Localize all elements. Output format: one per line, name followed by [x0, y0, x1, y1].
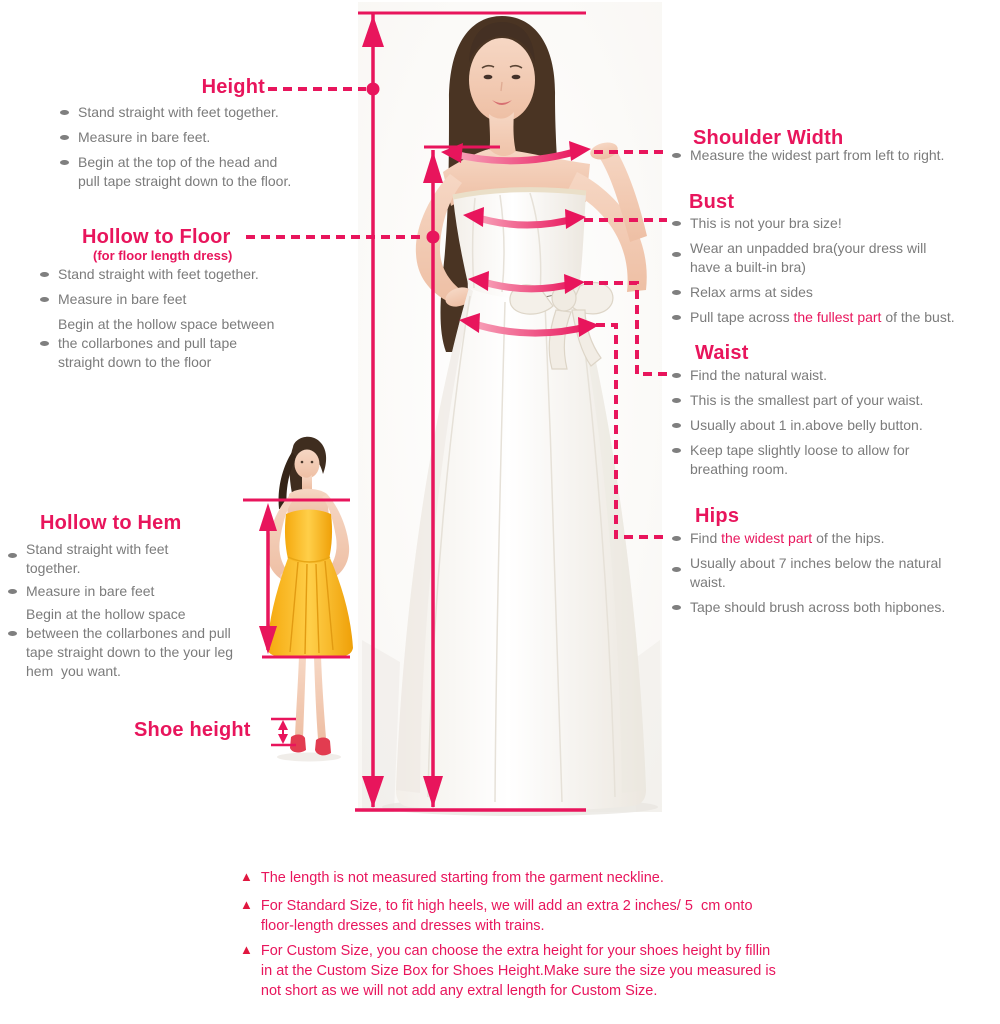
list-item: Begin at the hollow space between the collarbones and pull tape straight down to the floor [40, 315, 330, 372]
hollow-to-floor-subtitle: (for floor length dress) [93, 248, 233, 263]
bullet-dot-icon [60, 135, 69, 140]
note-length-neckline: ▲ The length is not measured starting from the garment neckline. [240, 869, 664, 886]
hollow-arrow-up [423, 151, 443, 183]
list-item: Begin at the hollow space between the collarbones and pull tape straight down to the your leg hem you want. [8, 605, 258, 681]
height-bullets [60, 103, 350, 197]
height-arrow-down [362, 776, 384, 808]
shoe-arrow-up [278, 720, 288, 730]
warning-triangle-icon: ▲ [240, 897, 253, 912]
bullet-dot-icon [8, 553, 17, 558]
hips-title: Hips [695, 505, 740, 527]
bullet-dot-icon [40, 297, 49, 302]
warning-triangle-icon: ▲ [240, 942, 253, 957]
bullet-dot-icon [672, 423, 681, 428]
hips-bullets [672, 529, 994, 623]
bullet-dot-icon [672, 398, 681, 403]
bullet-dot-icon [672, 567, 681, 572]
hem-arrow-down [259, 626, 277, 654]
hollow-arrow-down [423, 776, 443, 808]
list-item: This is not your bra size! [672, 214, 994, 233]
hem-arrow-up [259, 503, 277, 531]
bullet-dot-icon [8, 589, 17, 594]
bust-arrow [472, 216, 577, 225]
bullet-dot-icon [672, 373, 681, 378]
list-item: Tape should brush across both hipbones. [672, 598, 994, 617]
bullet-dot-icon [672, 153, 681, 158]
bust-title: Bust [689, 191, 735, 213]
list-item: Pull tape across the fullest part of the bust. [672, 308, 994, 327]
list-item: Usually about 7 inches below the natural waist. [672, 554, 994, 592]
bullet-dot-icon [672, 536, 681, 541]
bullet-dot-icon [672, 315, 681, 320]
shoe-height-title: Shoe height [134, 719, 251, 741]
list-item: Usually about 1 in.above belly button. [672, 416, 994, 435]
bullet-dot-icon [672, 252, 681, 257]
hollow-to-floor-bullets [40, 265, 330, 378]
shoulder-width-arrow [450, 150, 581, 161]
note-standard-size: ▲ For Standard Size, to fit high heels, we will add an extra 2 inches/ 5 cm onto floor-length dresses and dresses with trains. [240, 897, 753, 934]
note-custom-size: ▲ For Custom Size, you can choose the extra height for your shoes height by fillin in at the Custom Size Box for Shoes Height.Make sure the size you measured is not short as we will not add any extral length for Custom Size. [240, 942, 776, 999]
bullet-dot-icon [40, 341, 49, 346]
highlight-text: the fullest part [793, 309, 882, 325]
bullet-dot-icon [8, 631, 17, 636]
shoulder-width-title: Shoulder Width [693, 127, 844, 149]
list-item: Measure the widest part from left to right. [672, 146, 992, 165]
list-item: Begin at the top of the head and pull tape straight down to the floor. [60, 153, 350, 191]
shoulder-width-bullets [672, 146, 992, 171]
bullet-dot-icon [60, 160, 69, 165]
bust-bullets [672, 214, 994, 333]
hips-arrow [468, 322, 590, 333]
height-title: Height [201, 76, 265, 98]
list-item: Find the natural waist. [672, 366, 994, 385]
bullet-dot-icon [40, 272, 49, 277]
height-dot [367, 83, 380, 96]
waist-bullets [672, 366, 994, 485]
bullet-dot-icon [672, 605, 681, 610]
bullet-dot-icon [672, 221, 681, 226]
bullet-dot-icon [60, 110, 69, 115]
list-item: This is the smallest part of your waist. [672, 391, 994, 410]
waist-arrow [477, 280, 576, 289]
hollow-to-hem-title: Hollow to Hem [40, 512, 182, 534]
list-item: Measure in bare feet. [60, 128, 350, 147]
list-item: Measure in bare feet [8, 582, 258, 601]
list-item: Find the widest part of the hips. [672, 529, 994, 548]
bullet-dot-icon [672, 448, 681, 453]
list-item: Measure in bare feet [40, 290, 330, 309]
list-item: Stand straight with feet together. [8, 540, 258, 578]
list-item: Stand straight with feet together. [40, 265, 330, 284]
shoe-arrow-down [278, 734, 288, 744]
highlight-text: the widest part [721, 530, 813, 546]
list-item: Stand straight with feet together. [60, 103, 350, 122]
waist-title: Waist [695, 342, 749, 364]
hollow-dot [427, 231, 440, 244]
hips-dash [596, 325, 667, 537]
warning-triangle-icon: ▲ [240, 869, 253, 884]
list-item: Keep tape slightly loose to allow for breathing room. [672, 441, 994, 479]
height-arrow-up [362, 15, 384, 47]
list-item: Relax arms at sides [672, 283, 994, 302]
hollow-to-floor-title: Hollow to Floor [82, 226, 231, 248]
bullet-dot-icon [672, 290, 681, 295]
hollow-to-hem-bullets [8, 540, 258, 687]
list-item: Wear an unpadded bra(your dress will have a built-in bra) [672, 239, 994, 277]
waist-dash [584, 283, 667, 374]
